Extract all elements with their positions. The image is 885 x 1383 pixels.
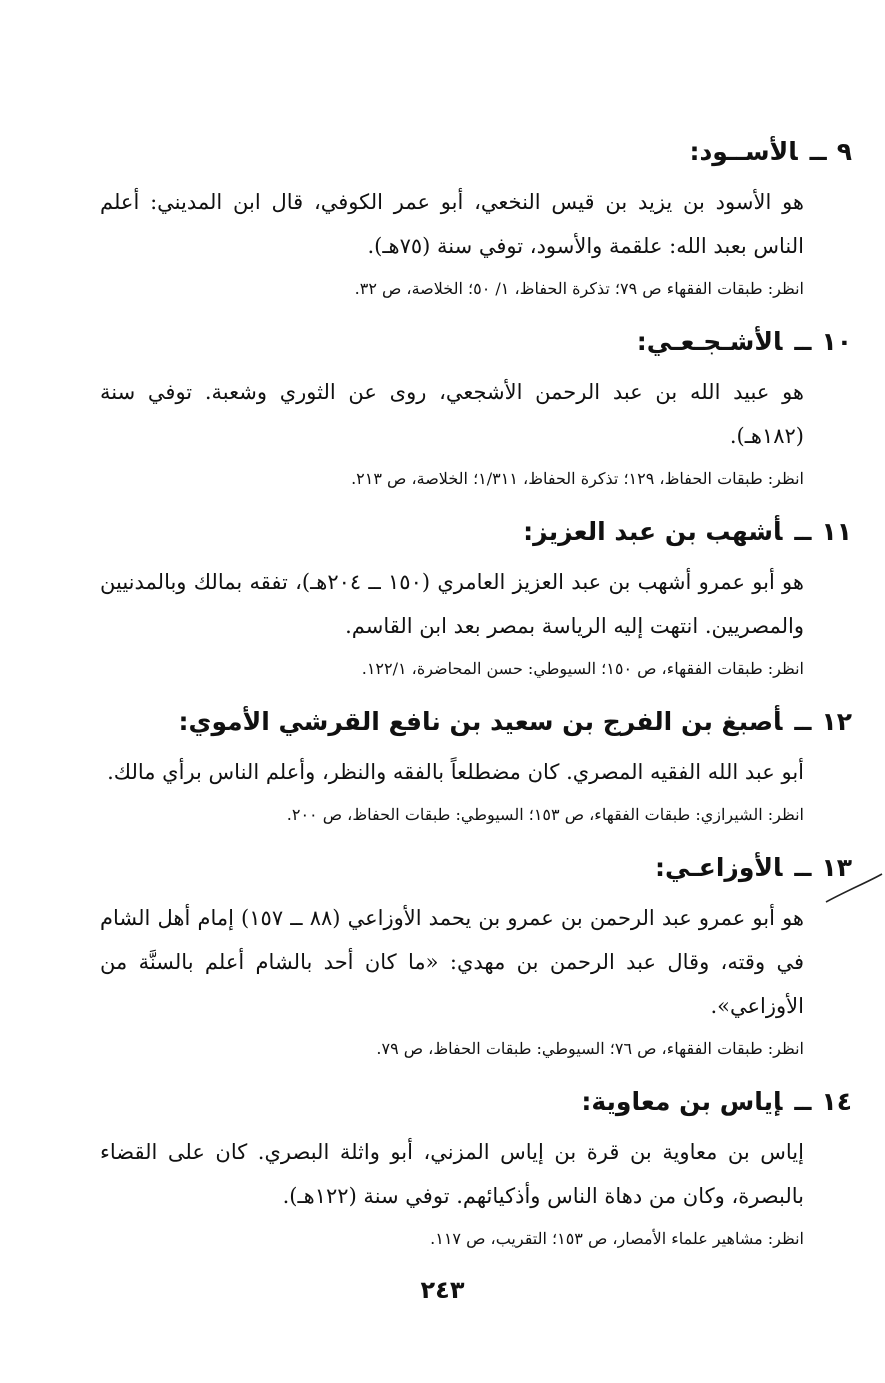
entry-dash: ــ: [794, 1087, 812, 1116]
entry-heading: [100, 512, 852, 552]
biography-entry-13: [100, 848, 852, 1064]
entry-reference: انظر: مشاهير علماء الأمصار، ص ١٥٣؛ التقريب، ص ١١٧.: [430, 1229, 804, 1248]
entry-dash: ــ: [794, 327, 812, 356]
entry-body: هو أبو عمرو أشهب بن عبد العزيز العامري (١٥٠ ــ ٢٠٤هـ)، تفقه بمالك وبالمدنيين والمصريين. انتهت إليه الرياسة بمصر بعد ابن القاسم.: [100, 570, 804, 638]
entry-dash: ــ: [809, 137, 827, 166]
entry-body: هو الأسود بن يزيد بن قيس النخعي، أبو عمر الكوفي، قال ابن المديني: أعلم الناس بعبد الله: علقمة والأسود، توفي سنة (٧٥هـ).: [100, 190, 804, 258]
entry-title: الأشـجـعـي:: [636, 327, 783, 356]
entry-number: ١٤: [821, 1087, 852, 1116]
entry-heading: [100, 1082, 852, 1122]
biography-entry-14: [100, 1082, 852, 1254]
entry-reference: انظر: طبقات الفقهاء، ص ١٥٠؛ السيوطي: حسن المحاضرة، ١٢٢/١.: [361, 659, 804, 678]
entry-heading: [100, 702, 852, 742]
entry-reference: انظر: الشيرازي: طبقات الفقهاء، ص ١٥٣؛ السيوطي: طبقات الحفاظ، ص ٢٠٠.: [286, 805, 804, 824]
entry-body: هو عبيد الله بن عبد الرحمن الأشجعي، روى عن الثوري وشعبة. توفي سنة (١٨٢هـ).: [100, 380, 804, 448]
biography-entry-11: [100, 512, 852, 684]
entry-reference: انظر: طبقات الحفاظ، ١٢٩؛ تذكرة الحفاظ، ١/٣١١؛ الخلاصة، ص ٢١٣.: [351, 469, 804, 488]
entry-heading: [100, 322, 852, 362]
entry-title: أصبغ بن الفرج بن سعيد بن نافع القرشي الأموي:: [178, 707, 783, 736]
entry-number: ١٢: [821, 707, 852, 736]
entry-reference: انظر: طبقات الفقهاء ص ٧٩؛ تذكرة الحفاظ، ١/ ٥٠؛ الخلاصة، ص ٣٢.: [354, 279, 804, 298]
entry-number: ١٠: [821, 327, 852, 356]
entry-number: ١٣: [821, 853, 852, 882]
biography-entry-12: [100, 702, 852, 830]
entry-heading: [100, 848, 852, 888]
entry-number: ١١: [821, 517, 852, 546]
entry-body: إياس بن معاوية بن قرة بن إياس المزني، أبو واثلة البصري. كان على القضاء بالبصرة، وكان من دهاة الناس وأذكيائهم. توفي سنة (١٢٢هـ).: [100, 1140, 804, 1208]
biography-entry-10: [100, 322, 852, 494]
page-content: [100, 132, 852, 1272]
entry-dash: ــ: [794, 707, 812, 736]
entry-title: الأوزاعـي:: [654, 853, 783, 882]
entry-body: هو أبو عمرو عبد الرحمن بن عمرو بن يحمد الأوزاعي (٨٨ ــ ١٥٧) إمام أهل الشام في وقته، وقال عبد الرحمن بن مهدي: «ما كان أحد بالشام أعلم بالسنَّة من الأوزاعي».: [100, 906, 805, 1018]
entry-dash: ــ: [794, 517, 812, 546]
entry-title: الأســود:: [689, 137, 798, 166]
biography-entry-9: [100, 132, 852, 304]
entry-body: أبو عبد الله الفقيه المصري. كان مضطلعاً بالفقه والنظر، وأعلم الناس برأي مالك.: [107, 760, 804, 784]
entry-title: إياس بن معاوية:: [581, 1087, 783, 1116]
entry-number: ٩: [836, 137, 852, 166]
entry-heading: [100, 132, 852, 172]
entry-dash: ــ: [794, 853, 812, 882]
entry-reference: انظر: طبقات الفقهاء، ص ٧٦؛ السيوطي: طبقات الحفاظ، ص ٧٩.: [376, 1039, 804, 1058]
page-number: ٢٤٣: [420, 1276, 465, 1304]
entry-title: أشهب بن عبد العزيز:: [523, 517, 783, 546]
handwritten-margin-mark: [820, 860, 885, 920]
